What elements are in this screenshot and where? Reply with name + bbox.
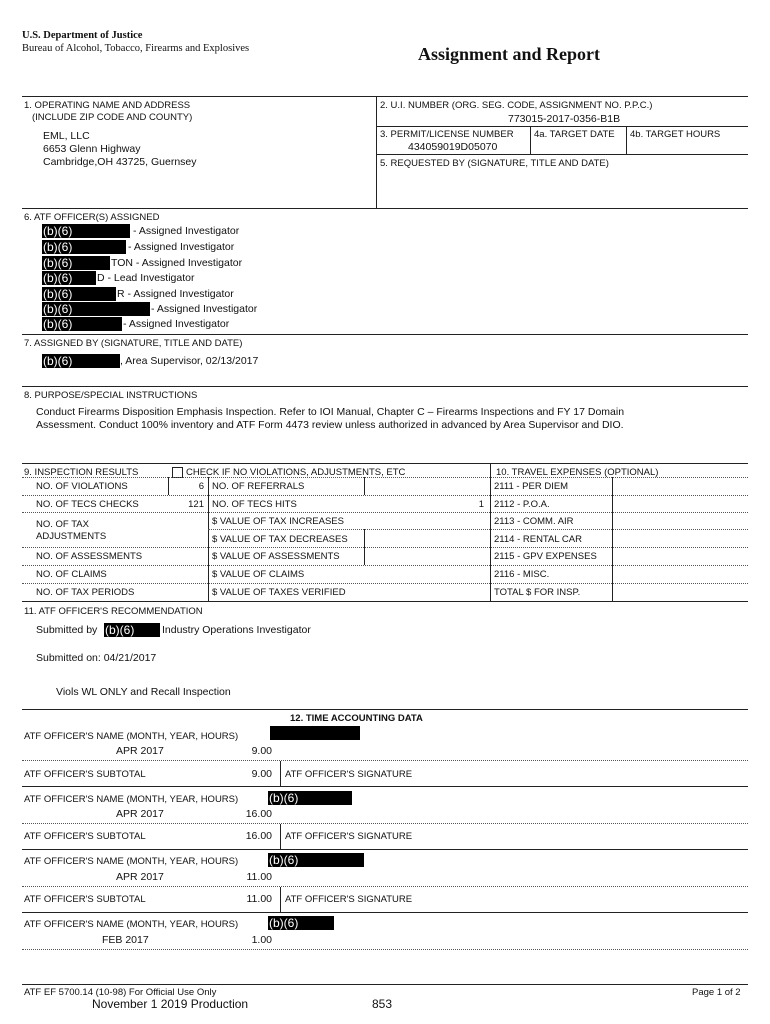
officer-entry: - Assigned Investigator xyxy=(151,303,258,315)
bates-number: 853 xyxy=(372,997,393,1011)
officers-assigned-label: 6. ATF OFFICER(S) ASSIGNED xyxy=(24,212,160,223)
assigned-by-label: 7. ASSIGNED BY (SIGNATURE, TITLE AND DATE) xyxy=(24,338,243,349)
time-hours: 11.00 xyxy=(246,871,272,883)
production-stamp: November 1 2019 Production xyxy=(92,997,249,1011)
form-number: ATF EF 5700.14 (10-98) For Official Use Only xyxy=(24,987,217,998)
licensee-city: Cambridge,OH 43725, Guernsey xyxy=(43,156,197,168)
officer-entry: - Assigned Investigator xyxy=(133,225,240,237)
tax-increases-label: $ VALUE OF TAX INCREASES xyxy=(212,516,344,527)
time-month: APR 2017 xyxy=(116,745,164,757)
submitted-on: Submitted on: 04/21/2017 xyxy=(36,652,157,664)
time-month: APR 2017 xyxy=(116,871,164,883)
requested-by-label: 5. REQUESTED BY (SIGNATURE, TITLE AND DATE) xyxy=(380,158,609,169)
tax-periods-label: NO. OF TAX PERIODS xyxy=(36,587,135,598)
officer-subtotal-label: ATF OFFICER'S SUBTOTAL xyxy=(24,769,146,780)
violations-value: 6 xyxy=(198,481,204,492)
officer-name-label: ATF OFFICER'S NAME (MONTH, YEAR, HOURS) xyxy=(24,794,239,805)
operating-name-label: 1. OPERATING NAME AND ADDRESS xyxy=(24,100,191,111)
time-accounting-label: 12. TIME ACCOUNTING DATA xyxy=(290,713,423,724)
officer-entry: R - Assigned Investigator xyxy=(117,288,234,300)
time-hours: 1.00 xyxy=(251,934,272,946)
tax-adjustments-label-1: NO. OF TAX xyxy=(36,519,89,530)
redaction: (b)(6) xyxy=(268,916,334,930)
permit-number-value: 434059019D05070 xyxy=(408,141,498,153)
licensee-street: 6653 Glenn Highway xyxy=(43,143,141,155)
travel-item: 2116 - MISC. xyxy=(494,569,550,580)
travel-item: 2111 - PER DIEM xyxy=(494,481,569,492)
time-month: APR 2017 xyxy=(116,808,164,820)
claims-label: NO. OF CLAIMS xyxy=(36,569,107,580)
redaction: (b)(6) xyxy=(42,240,126,254)
officer-signature-label: ATF OFFICER'S SIGNATURE xyxy=(285,894,413,905)
redaction: (b)(6) xyxy=(268,791,352,805)
operating-name-sublabel: (INCLUDE ZIP CODE AND COUNTY) xyxy=(32,112,193,123)
form-title: Assignment and Report xyxy=(418,44,601,64)
officer-name-label: ATF OFFICER'S NAME (MONTH, YEAR, HOURS) xyxy=(24,919,239,930)
purpose-line-1: Conduct Firearms Disposition Emphasis Inspection. Refer to IOI Manual, Chapter C – Firearms Inspections and FY 17 Domain xyxy=(36,406,625,418)
purpose-label: 8. PURPOSE/SPECIAL INSTRUCTIONS xyxy=(24,390,198,401)
travel-item: 2112 - P.O.A. xyxy=(494,499,550,510)
officer-entry: TON - Assigned Investigator xyxy=(111,257,243,269)
ui-number-label: 2. U.I. NUMBER (ORG. SEG. CODE, ASSIGNMENT NO. P.P.C.) xyxy=(380,100,653,111)
recommendation-label: 11. ATF OFFICER'S RECOMMENDATION xyxy=(24,606,203,617)
time-month: FEB 2017 xyxy=(102,934,149,946)
taxes-verified-label: $ VALUE OF TAXES VERIFIED xyxy=(212,587,346,598)
officer-signature-label: ATF OFFICER'S SIGNATURE xyxy=(285,769,413,780)
referrals-label: NO. OF REFERRALS xyxy=(212,481,305,492)
travel-item: 2114 - RENTAL CAR xyxy=(494,534,582,545)
officer-name-label: ATF OFFICER'S NAME (MONTH, YEAR, HOURS) xyxy=(24,731,239,742)
redaction: (b)(6) xyxy=(42,224,130,238)
target-hours-label: 4b. TARGET HOURS xyxy=(630,129,721,140)
tecs-checks-label: NO. OF TECS CHECKS xyxy=(36,499,139,510)
officer-subtotal-value: 9.00 xyxy=(251,768,272,780)
officer-entry: D - Lead Investigator xyxy=(97,272,195,284)
redaction: (b)(6) xyxy=(42,271,96,285)
claims-value-label: $ VALUE OF CLAIMS xyxy=(212,569,305,580)
recommendation-note: Viols WL ONLY and Recall Inspection xyxy=(56,686,231,698)
bureau-name: Bureau of Alcohol, Tobacco, Firearms and Explosives xyxy=(22,43,250,54)
submitted-by-label: Submitted by xyxy=(36,624,98,636)
redaction: (b)(6) xyxy=(42,302,150,316)
tecs-hits-label: NO. OF TECS HITS xyxy=(212,499,297,510)
officer-entry: - Assigned Investigator xyxy=(128,241,235,253)
submitter-role: Industry Operations Investigator xyxy=(162,624,311,636)
travel-total: TOTAL $ FOR INSP. xyxy=(494,587,581,598)
target-date-label: 4a. TARGET DATE xyxy=(534,129,615,140)
tax-decreases-label: $ VALUE OF TAX DECREASES xyxy=(212,534,348,545)
redaction: (b)(6) xyxy=(104,623,160,637)
officer-subtotal-value: 11.00 xyxy=(246,893,272,905)
officer-subtotal-label: ATF OFFICER'S SUBTOTAL xyxy=(24,831,146,842)
tecs-hits-value: 1 xyxy=(478,499,484,510)
tax-adjustments-label-2: ADJUSTMENTS xyxy=(36,531,107,542)
assigned-by-value: , Area Supervisor, 02/13/2017 xyxy=(120,355,259,367)
tecs-checks-value: 121 xyxy=(188,499,204,510)
officer-name-label: ATF OFFICER'S NAME (MONTH, YEAR, HOURS) xyxy=(24,856,239,867)
travel-item: 2115 - GPV EXPENSES xyxy=(494,551,597,562)
licensee-name: EML, LLC xyxy=(43,130,90,142)
no-violations-check-label: CHECK IF NO VIOLATIONS, ADJUSTMENTS, ETC xyxy=(186,467,406,478)
redaction: (b)(6) xyxy=(42,354,120,368)
redaction: (b)(6) xyxy=(42,256,110,270)
officer-subtotal-label: ATF OFFICER'S SUBTOTAL xyxy=(24,894,146,905)
ui-number-value: 773015-2017-0356-B1B xyxy=(508,113,621,125)
redaction xyxy=(270,726,360,740)
redaction: (b)(6) xyxy=(42,317,122,331)
officer-subtotal-value: 16.00 xyxy=(245,830,272,842)
officer-signature-label: ATF OFFICER'S SIGNATURE xyxy=(285,831,413,842)
purpose-line-2: Assessment. Conduct 100% inventory and ATF Form 4473 review unless authorized in advanced by Area Supervisor and DIO. xyxy=(36,419,624,431)
time-hours: 16.00 xyxy=(245,808,272,820)
redaction: (b)(6) xyxy=(268,853,364,867)
permit-number-label: 3. PERMIT/LICENSE NUMBER xyxy=(380,129,514,140)
page-number: Page 1 of 2 xyxy=(692,987,741,998)
time-hours: 9.00 xyxy=(251,745,272,757)
travel-item: 2113 - COMM. AIR xyxy=(494,516,574,527)
assessments-value-label: $ VALUE OF ASSESSMENTS xyxy=(212,551,340,562)
assessments-label: NO. OF ASSESSMENTS xyxy=(36,551,143,562)
department-name: U.S. Department of Justice xyxy=(22,30,143,41)
travel-expenses-label: 10. TRAVEL EXPENSES (OPTIONAL) xyxy=(496,467,659,478)
inspection-results-label: 9. INSPECTION RESULTS xyxy=(24,467,139,478)
violations-label: NO. OF VIOLATIONS xyxy=(36,481,128,492)
officer-entry: - Assigned Investigator xyxy=(123,318,230,330)
redaction: (b)(6) xyxy=(42,287,116,301)
